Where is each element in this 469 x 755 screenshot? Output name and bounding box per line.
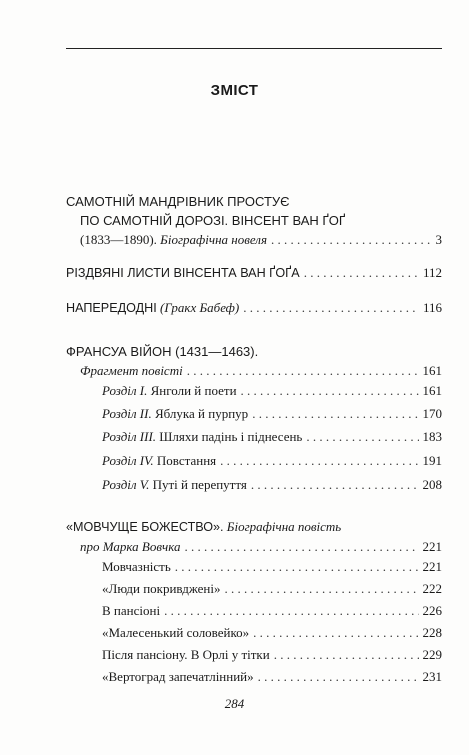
dot-leader (304, 264, 419, 282)
toc-entry-1-genre: Біографічна новеля (160, 232, 268, 247)
dot-leader (258, 668, 419, 686)
toc-entry-2-page: 112 (422, 265, 442, 280)
toc-entry-1-line-2: ПО САМОТНІЙ ДОРОЗІ. ВІНСЕНТ ВАН ҐОҐ (80, 213, 346, 228)
chapter-title: «Вертоград запечатлінний» (102, 669, 254, 684)
chapter-page: 222 (422, 581, 442, 596)
toc-chapter[interactable] (102, 382, 442, 400)
chapter-page: 226 (422, 603, 442, 618)
toc-entry-5-title: «МОВЧУЩЕ БОЖЕСТВО». (66, 520, 224, 534)
chapter-page: 170 (422, 406, 442, 421)
toc-chapter[interactable] (102, 602, 442, 620)
toc-chapter[interactable] (102, 405, 442, 423)
chapter-label: Розділ IV. (102, 453, 154, 468)
dot-leader (306, 428, 418, 446)
chapter-title: Яблука й пурпур (154, 406, 249, 421)
dot-leader (271, 231, 431, 249)
toc-entry-5-title-line (66, 518, 442, 536)
toc-entry-3-subtitle: (Гракх Бабеф) (160, 300, 240, 315)
toc-entry-2-title: РІЗДВЯНІ ЛИСТИ ВІНСЕНТА ВАН ҐОҐА (66, 266, 300, 280)
chapter-page: 161 (422, 383, 442, 398)
toc-chapter[interactable] (102, 558, 442, 576)
dot-leader (274, 646, 419, 664)
toc-chapter[interactable] (102, 428, 442, 446)
chapter-label: Розділ ІІ. (102, 406, 152, 421)
toc-chapter[interactable] (102, 668, 442, 686)
toc-entry-5-page: 221 (422, 539, 442, 554)
chapter-title: Путі й перепуття (152, 477, 247, 492)
dot-leader (225, 580, 419, 598)
toc-entry-3-title: НАПЕРЕДОДНІ (66, 301, 157, 315)
toc-entry-5-line-2[interactable] (80, 538, 442, 556)
toc-entry-4-sub[interactable] (80, 362, 442, 380)
toc-chapter[interactable] (102, 580, 442, 598)
toc-entry-5-line-2-text: про Марка Вовчка (80, 539, 181, 554)
chapter-title: Повстання (156, 453, 217, 468)
toc-chapter[interactable] (102, 646, 442, 664)
chapter-page: 221 (422, 559, 442, 574)
toc-entry-4-sub-page: 161 (422, 363, 442, 378)
toc-chapter[interactable] (102, 452, 442, 470)
toc-entry-5-subtitle: Біографічна повість (226, 519, 342, 534)
toc-entry-2[interactable] (66, 264, 442, 282)
chapter-title: «Люди покривджені» (102, 581, 221, 596)
chapter-label: Розділ V. (102, 477, 150, 492)
dot-leader (175, 558, 419, 576)
chapter-page: 191 (422, 453, 442, 468)
page-heading: ЗМІСТ (210, 82, 259, 99)
chapter-page: 208 (422, 477, 442, 492)
toc-chapter[interactable] (102, 476, 442, 494)
toc-entry-4-sub-title: Фрагмент повісті (80, 363, 183, 378)
chapter-page: 231 (422, 669, 442, 684)
page-number: 284 (224, 696, 245, 711)
chapter-title: Мовчазність (102, 559, 171, 574)
toc-chapter[interactable] (102, 624, 442, 642)
chapter-title: Після пансіону. В Орлі у тітки (102, 647, 270, 662)
chapter-title: В пансіоні (102, 603, 161, 618)
chapter-title: Янголи й поети (150, 383, 237, 398)
toc-entry-3-page: 116 (422, 300, 442, 315)
toc-entry-1-page: 3 (435, 232, 442, 247)
dot-leader (184, 538, 418, 556)
chapter-title: Шляхи падінь і піднесень (159, 429, 303, 444)
dot-leader (241, 382, 419, 400)
chapter-page: 229 (422, 647, 442, 662)
chapter-label: Розділ ІІІ. (102, 429, 157, 444)
toc-entry-1-line-3[interactable] (80, 231, 442, 249)
dot-leader (243, 299, 419, 317)
dot-leader (187, 362, 419, 380)
dot-leader (164, 602, 418, 620)
top-rule (66, 48, 442, 49)
chapter-page: 183 (422, 429, 442, 444)
toc-entry-3[interactable] (66, 299, 442, 317)
dot-leader (220, 452, 418, 470)
toc-entry-1-years: (1833—1890). (80, 232, 157, 247)
dot-leader (251, 476, 419, 494)
toc-entry-4-title: ФРАНСУА ВІЙОН (1431—1463). (66, 344, 259, 359)
chapter-label: Розділ І. (102, 383, 148, 398)
toc-entry-1-line-1: САМОТНІЙ МАНДРІВНИК ПРОСТУЄ (66, 194, 290, 209)
chapter-page: 228 (422, 625, 442, 640)
chapter-title: «Малесенький соловейко» (102, 625, 250, 640)
dot-leader (252, 405, 418, 423)
dot-leader (253, 624, 418, 642)
